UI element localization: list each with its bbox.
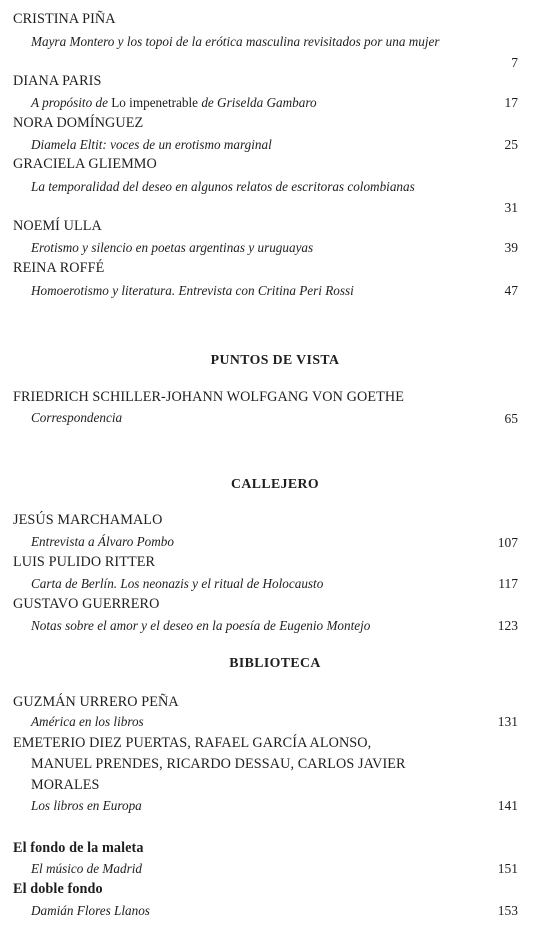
section-heading: BIBLIOTECA (229, 655, 321, 670)
entry-page-number: 31 (504, 200, 518, 215)
entry-author: LUIS PULIDO RITTER (13, 554, 156, 570)
entry-title-part: Lo impenetrable (111, 95, 199, 110)
entry-author: JESÚS MARCHAMALO (13, 512, 163, 528)
entry-author: GUSTAVO GUERRERO (13, 596, 160, 612)
entry-title: Mayra Montero y los topoi de la erótica masculina revisitados por una mujer (31, 34, 440, 49)
entry-author: GRACIELA GLIEMMO (13, 156, 157, 172)
entry-author: NORA DOMÍNGUEZ (13, 115, 144, 131)
entry-title: Correspondencia (31, 410, 123, 425)
entry-page-number: 141 (497, 798, 518, 813)
entry-title-part: de Griselda Gambaro (198, 95, 317, 110)
entry-page-number: 117 (498, 576, 518, 591)
entry-title-part: A propósito de (31, 95, 112, 110)
entry-page-number: 153 (497, 903, 518, 918)
entry-page-number: 17 (504, 95, 518, 110)
entry-page-number: 65 (504, 411, 518, 426)
entry-author: NOEMÍ ULLA (13, 218, 102, 234)
entry-title (31, 93, 481, 113)
entry-page-number: 123 (497, 618, 518, 633)
entry-title: América en los libros (31, 714, 144, 729)
entry-page-number: 107 (497, 535, 518, 550)
entry-author: DIANA PARIS (13, 73, 102, 89)
entry-author-line: EMETERIO DIEZ PUERTAS, RAFAEL GARCÍA ALONSO, (13, 735, 372, 751)
entry-author: FRIEDRICH SCHILLER-JOHANN WOLFGANG VON GOETHE (13, 389, 404, 405)
entry-page-number: 151 (497, 861, 518, 876)
entry-title: Notas sobre el amor y el deseo en la poesía de Eugenio Montejo (31, 618, 371, 633)
entry-heading: El fondo de la maleta (13, 840, 144, 856)
entry-title: Entrevista a Álvaro Pombo (31, 534, 174, 549)
entry-title: Homoerotismo y literatura. Entrevista con Critina Peri Rossi (31, 283, 354, 298)
entry-title: Damián Flores Llanos (31, 903, 150, 918)
entry-author-line: MORALES (31, 777, 100, 793)
entry-title: Los libros en Europa (31, 798, 142, 813)
entry-title: El músico de Madrid (31, 861, 142, 876)
entry-page-number: 131 (497, 714, 518, 729)
entry-page-number: 47 (504, 283, 518, 298)
section-heading: PUNTOS DE VISTA (210, 352, 340, 367)
entry-author: CRISTINA PIÑA (13, 11, 116, 27)
entry-page-number: 7 (511, 55, 518, 70)
entry-page-number: 25 (504, 137, 518, 152)
entry-title: Carta de Berlín. Los neonazis y el ritual de Holocausto (31, 576, 324, 591)
entry-title: La temporalidad del deseo en algunos relatos de escritoras colombianas (31, 179, 415, 194)
entry-title: Diamela Eltit: voces de un erotismo marginal (31, 137, 272, 152)
entry-heading: El doble fondo (13, 881, 103, 897)
entry-author-line: MANUEL PRENDES, RICARDO DESSAU, CARLOS JAVIER (31, 756, 406, 772)
entry-title: Erotismo y silencio en poetas argentinas y uruguayas (31, 240, 314, 255)
entry-author: GUZMÁN URRERO PEÑA (13, 694, 179, 710)
entry-author: REINA ROFFÉ (13, 260, 105, 276)
section-heading: CALLEJERO (231, 476, 319, 491)
entry-page-number: 39 (504, 240, 518, 255)
